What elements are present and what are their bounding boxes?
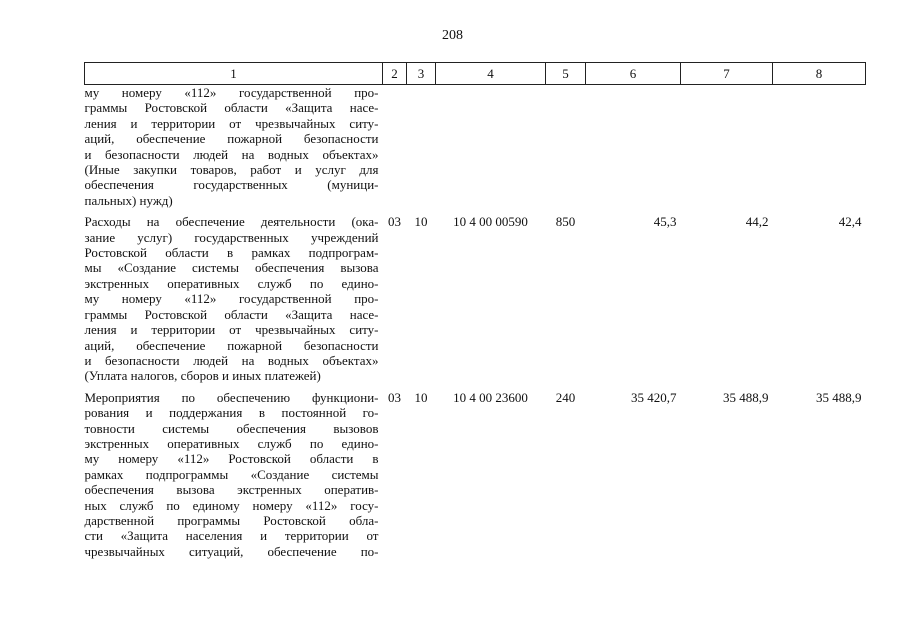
- amount-year2-cell: 44,2: [745, 214, 769, 230]
- column-header-4: 4: [436, 63, 546, 85]
- description-line: Мероприятия по обеспечению функциони-: [84, 389, 379, 405]
- description-line: рования и поддержания в постоянной го-: [84, 405, 379, 421]
- description-line: сти «Защита населения и территории от: [84, 528, 379, 544]
- description-line: дарственной программы Ростовской обла-: [84, 512, 379, 528]
- description-line: мы «Создание системы обеспечения вызова: [84, 260, 379, 276]
- column-header-5: 5: [546, 63, 586, 85]
- row-description: [85, 384, 383, 559]
- description-line: му номеру «112» Ростовской области в: [84, 451, 379, 467]
- expense-type-cell: [546, 85, 586, 209]
- description-line: ных служб по единому номеру «112» госу-: [84, 497, 379, 513]
- description-line: пальных) нужд): [84, 192, 173, 208]
- target-article-cell: [436, 85, 546, 209]
- description-line: (Уплата налогов, сборов и иных платежей): [84, 368, 321, 384]
- amount-year1-cell: 35 420,7: [631, 389, 677, 405]
- description-line: Ростовской области в рамках подпрограм-: [84, 245, 379, 261]
- table-row: [85, 208, 866, 383]
- description-line: и безопасности людей на водных объектах»: [84, 352, 379, 368]
- section-code-cell: 03: [388, 389, 401, 405]
- expense-type-cell: 850: [555, 214, 576, 230]
- description-line: обеспечения вызова экстренных оператив-: [84, 482, 379, 498]
- description-line: обеспечения государственных (муници-: [84, 177, 379, 193]
- description-line: му номеру «112» государственной про-: [84, 85, 379, 100]
- target-article-cell: 10 4 00 00590: [453, 214, 528, 230]
- column-header-6: 6: [586, 63, 681, 85]
- budget-table: [84, 62, 866, 559]
- amount-year3-cell: [773, 85, 866, 209]
- description-line: ления и территории от чрезвычайных ситу-: [84, 115, 379, 131]
- description-line: аций, обеспечение пожарной безопасности: [84, 131, 379, 147]
- description-line: ления и территории от чрезвычайных ситу-: [84, 322, 379, 338]
- description-line: рамках подпрограммы «Создание системы: [84, 466, 379, 482]
- table-row: [85, 85, 866, 209]
- amount-year3-cell: 42,4: [838, 214, 862, 230]
- row-description: [85, 208, 383, 383]
- column-header-2: 2: [383, 63, 407, 85]
- description-line: зание услуг) государственных учреждений: [84, 229, 379, 245]
- description-line: му номеру «112» государственной про-: [84, 291, 379, 307]
- amount-year1-cell: 45,3: [653, 214, 677, 230]
- column-header-7: 7: [681, 63, 773, 85]
- target-article-cell: 10 4 00 23600: [453, 389, 528, 405]
- page-number: 208: [442, 28, 463, 43]
- amount-year2-cell: 35 488,9: [723, 389, 769, 405]
- description-line: (Иные закупки товаров, работ и услуг для: [84, 162, 379, 178]
- description-line: граммы Ростовской области «Защита насе-: [84, 306, 379, 322]
- row-description: [85, 85, 383, 209]
- description-line: экстренных оперативных служб по едино-: [84, 275, 379, 291]
- description-line: экстренных оперативных служб по едино-: [84, 435, 379, 451]
- amount-year2-cell: [681, 85, 773, 209]
- description-line: Расходы на обеспечение деятельности (ока-: [84, 214, 379, 230]
- column-header-1: 1: [85, 63, 383, 85]
- expense-type-cell: 240: [555, 389, 576, 405]
- subsection-code-cell: 10: [414, 214, 428, 230]
- table-row: [85, 384, 866, 559]
- description-line: чрезвычайных ситуаций, обеспечение по-: [84, 543, 379, 559]
- column-header-3: 3: [407, 63, 436, 85]
- amount-year1-cell: [586, 85, 681, 209]
- amount-year3-cell: 35 488,9: [816, 389, 862, 405]
- section-code-cell: 03: [388, 214, 401, 230]
- column-header-8: 8: [773, 63, 866, 85]
- subsection-code-cell: [407, 85, 436, 209]
- description-line: граммы Ростовской области «Защита насе-: [84, 100, 379, 116]
- description-line: товности системы обеспечения вызовов: [84, 420, 379, 436]
- table-header-row: [85, 63, 866, 85]
- description-line: аций, обеспечение пожарной безопасности: [84, 337, 379, 353]
- section-code-cell: [383, 85, 407, 209]
- subsection-code-cell: 10: [414, 389, 428, 405]
- description-line: и безопасности людей на водных объектах»: [84, 146, 379, 162]
